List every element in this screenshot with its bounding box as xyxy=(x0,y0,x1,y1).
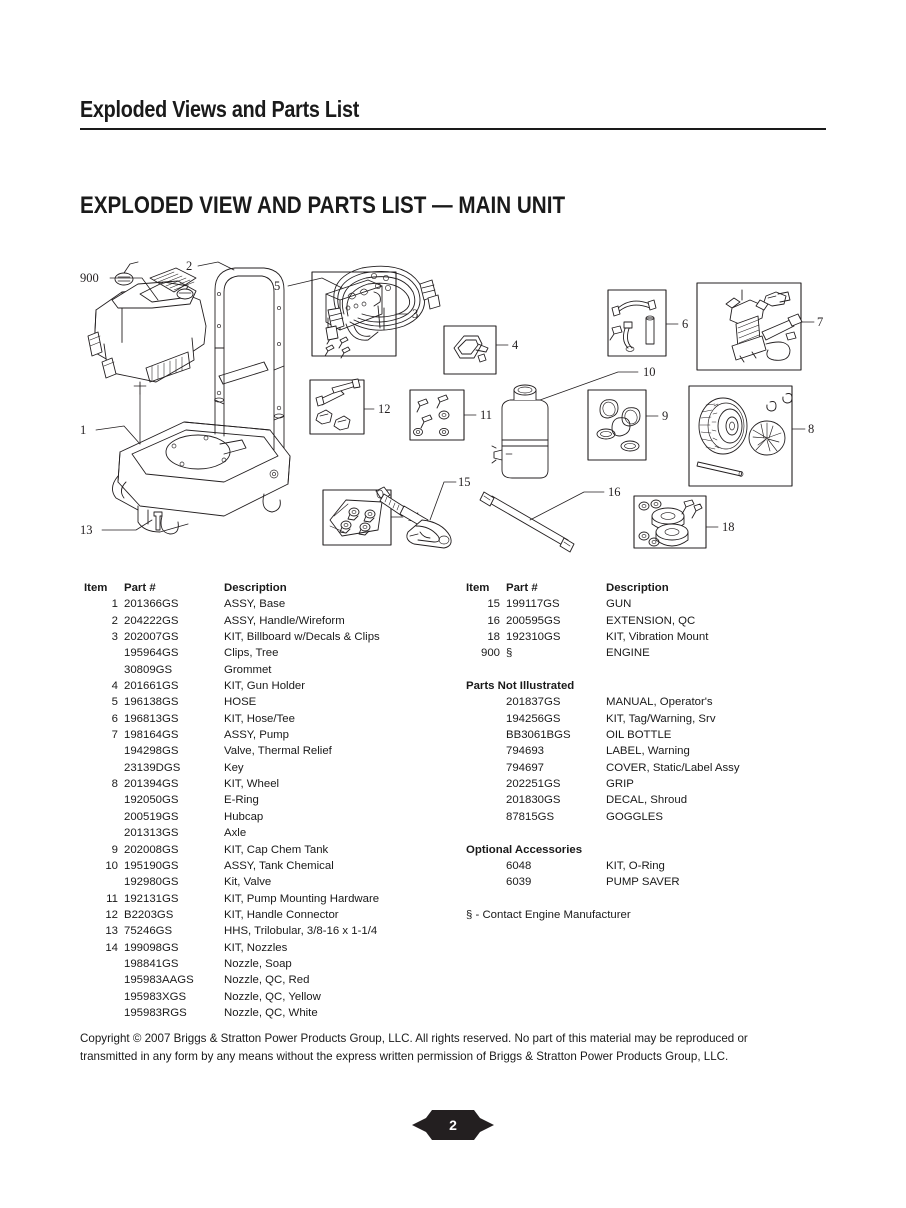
page-title: EXPLODED VIEW AND PARTS LIST — MAIN UNIT xyxy=(80,192,566,219)
cell-item: 4 xyxy=(111,680,118,693)
cell-description: E-Ring xyxy=(224,794,259,807)
callout-7: 7 xyxy=(817,315,824,329)
exploded-view-diagram xyxy=(78,248,830,553)
cell-part-number: 23139DGS xyxy=(124,761,181,774)
cell-part-number: 30809GS xyxy=(124,663,173,676)
cell-item: 10 xyxy=(105,859,118,872)
cell-description: Valve, Thermal Relief xyxy=(224,745,332,758)
cell-description: LABEL, Warning xyxy=(606,745,690,758)
page-number-badge xyxy=(410,1108,496,1142)
cell-part-number: 195983AAGS xyxy=(124,974,194,987)
cell-part-number: 200595GS xyxy=(506,614,561,627)
cell-description: GRIP xyxy=(606,778,634,791)
table-row xyxy=(84,792,444,808)
cell-part-number: 201830GS xyxy=(506,794,561,807)
cell-description: GOGGLES xyxy=(606,810,663,823)
cell-part-number: 201661GS xyxy=(124,680,179,693)
callout-5: 5 xyxy=(274,279,281,293)
cell-part-number: 194298GS xyxy=(124,745,179,758)
table-row xyxy=(84,825,444,841)
cell-part-number: 202251GS xyxy=(506,778,561,791)
optional-accessories-list xyxy=(466,858,826,891)
table-spacer xyxy=(466,891,826,907)
copyright-notice: Copyright © 2007 Briggs & Stratton Power Products Group, LLC. All rights reserved. No part of this material may be reproduced or transmitted in any form by any means without the express written permission of Briggs & Stratton Power Products Group, LLC. xyxy=(80,1032,748,1063)
cell-description: PUMP SAVER xyxy=(606,876,680,889)
table-row xyxy=(84,711,444,727)
cell-description: KIT, Hose/Tee xyxy=(224,712,295,725)
table-row xyxy=(84,989,444,1005)
parts-box-9 xyxy=(588,390,646,460)
cell-part-number: 6048 xyxy=(506,859,532,872)
engine-illustration xyxy=(88,262,206,394)
cell-item: 5 xyxy=(111,696,118,709)
cell-part-number: 201366GS xyxy=(124,598,179,611)
chem-tank-illustration xyxy=(492,385,548,478)
cell-item: 15 xyxy=(487,598,500,611)
parts-not-illustrated-heading: Parts Not Illustrated xyxy=(466,680,575,693)
table-row xyxy=(84,662,444,678)
cell-part-number: 794693 xyxy=(506,745,545,758)
cell-description: COVER, Static/Label Assy xyxy=(606,761,740,774)
cell-part-number: 6039 xyxy=(506,876,532,889)
cell-description: ENGINE xyxy=(606,647,650,660)
running-head-text: Exploded Views and Parts List xyxy=(80,96,360,122)
cell-description: EXTENSION, QC xyxy=(606,614,696,627)
cell-item: 16 xyxy=(487,614,500,627)
cell-description: KIT, Cap Chem Tank xyxy=(224,843,329,856)
cell-description: KIT, Wheel xyxy=(224,778,280,791)
cell-description: Grommet xyxy=(224,663,272,676)
cell-description: KIT, Vibration Mount xyxy=(606,631,709,644)
callout-1: 1 xyxy=(80,423,87,437)
table-row xyxy=(84,874,444,890)
optional-accessories-heading: Optional Accessories xyxy=(466,843,583,856)
table-row xyxy=(466,727,826,743)
table-row xyxy=(466,694,826,710)
callout-16: 16 xyxy=(608,485,621,499)
parts-table-left xyxy=(84,580,444,1021)
cell-item: 7 xyxy=(111,729,118,742)
table-row xyxy=(84,694,444,710)
cell-item: 12 xyxy=(105,908,118,921)
cell-description: OIL BOTTLE xyxy=(606,729,672,742)
page-number: 2 xyxy=(449,1117,457,1133)
table-row xyxy=(466,596,826,612)
cell-description: Nozzle, Soap xyxy=(224,957,292,970)
cell-item: 13 xyxy=(105,925,118,938)
table-row xyxy=(84,858,444,874)
parts-not-illustrated-list xyxy=(466,694,826,825)
cell-part-number: 194256GS xyxy=(506,712,561,725)
cell-part-number: 202007GS xyxy=(124,631,179,644)
table-row xyxy=(466,743,826,759)
parts-box-6 xyxy=(608,290,666,356)
table-body-right xyxy=(466,596,826,661)
cell-description: KIT, Tag/Warning, Srv xyxy=(606,712,716,725)
callout-12: 12 xyxy=(378,402,391,416)
callout-10: 10 xyxy=(643,365,656,379)
callout-3: 3 xyxy=(412,307,419,321)
callout-18: 18 xyxy=(722,520,735,534)
cell-item: 900 xyxy=(480,647,500,660)
table-row xyxy=(84,1005,444,1021)
table-row xyxy=(466,629,826,645)
cell-description: ASSY, Base xyxy=(224,598,286,611)
table-row xyxy=(466,711,826,727)
cell-description: Key xyxy=(224,761,244,774)
cell-part-number: 199117GS xyxy=(506,598,560,611)
cell-item: 6 xyxy=(111,712,118,725)
table-row xyxy=(84,923,444,939)
table-row xyxy=(466,792,826,808)
cell-description: ASSY, Pump xyxy=(224,729,290,742)
base-assembly-illustration xyxy=(112,398,290,534)
cell-part-number: 201394GS xyxy=(124,778,179,791)
cell-part-number: § xyxy=(506,647,513,660)
callout-4: 4 xyxy=(512,338,519,352)
table-row xyxy=(84,842,444,858)
extension-wand-illustration xyxy=(480,492,574,552)
table-row xyxy=(466,776,826,792)
running-head xyxy=(80,96,828,123)
table-spacer xyxy=(466,662,826,678)
table-spacer xyxy=(466,825,826,841)
col-part-header: Part # xyxy=(124,582,156,594)
cell-item: 1 xyxy=(111,598,118,611)
parts-table-right xyxy=(466,580,826,923)
cell-description: GUN xyxy=(606,598,632,611)
col-desc-header: Description xyxy=(224,582,287,594)
cell-part-number: 204222GS xyxy=(124,614,179,627)
col-part-header: Part # xyxy=(506,582,538,594)
table-header-row xyxy=(466,580,826,596)
cell-part-number: 75246GS xyxy=(124,925,173,938)
cell-part-number: 195190GS xyxy=(124,859,179,872)
table-row xyxy=(466,809,826,825)
col-item-header: Item xyxy=(84,582,108,594)
cell-description: Axle xyxy=(224,827,247,840)
callout-11: 11 xyxy=(480,408,493,422)
cell-part-number: 192310GS xyxy=(506,631,561,644)
cell-description: ASSY, Handle/Wireform xyxy=(224,614,345,627)
cell-part-number: 201313GS xyxy=(124,827,179,840)
table-row xyxy=(84,972,444,988)
cell-part-number: 202008GS xyxy=(124,843,179,856)
callout-900: 900 xyxy=(80,271,99,285)
cell-part-number: 196813GS xyxy=(124,712,179,725)
table-row xyxy=(84,940,444,956)
callout-15: 15 xyxy=(458,475,471,489)
cell-description: DECAL, Shroud xyxy=(606,794,688,807)
cell-description: Hubcap xyxy=(224,810,264,823)
engine-footnote: § - Contact Engine Manufacturer xyxy=(466,908,631,921)
col-desc-header: Description xyxy=(606,582,669,594)
cell-part-number: 192050GS xyxy=(124,794,179,807)
table-row xyxy=(84,613,444,629)
table-row xyxy=(84,776,444,792)
col-item-header: Item xyxy=(466,582,490,594)
table-body-left xyxy=(84,596,444,1021)
table-row xyxy=(84,809,444,825)
cell-description: KIT, Nozzles xyxy=(224,941,288,954)
cell-description: KIT, O-Ring xyxy=(606,859,665,872)
table-row xyxy=(84,891,444,907)
cell-description: Kit, Valve xyxy=(224,876,272,889)
table-row xyxy=(466,613,826,629)
cell-item: 9 xyxy=(111,843,118,856)
callout-8: 8 xyxy=(808,422,815,436)
cell-description: KIT, Handle Connector xyxy=(224,908,339,921)
callout-13: 13 xyxy=(80,523,93,537)
cell-item: 18 xyxy=(487,631,500,644)
callout-6: 6 xyxy=(682,317,689,331)
header-rule xyxy=(80,128,826,130)
cell-part-number: 198164GS xyxy=(124,729,179,742)
table-header-row xyxy=(84,580,444,596)
table-row xyxy=(84,645,444,661)
cell-part-number: 196138GS xyxy=(124,696,179,709)
table-row xyxy=(84,596,444,612)
cell-description: KIT, Billboard w/Decals & Clips xyxy=(224,631,380,644)
cell-item: 3 xyxy=(111,631,118,644)
cell-part-number: 200519GS xyxy=(124,810,179,823)
table-row xyxy=(84,629,444,645)
cell-description: Nozzle, QC, White xyxy=(224,1006,318,1019)
cell-description: Nozzle, QC, Yellow xyxy=(224,990,321,1003)
cell-description: Clips, Tree xyxy=(224,647,279,660)
cell-item: 8 xyxy=(111,778,118,791)
table-row xyxy=(84,760,444,776)
table-row xyxy=(466,760,826,776)
cell-part-number: B2203GS xyxy=(124,908,174,921)
cell-part-number: 198841GS xyxy=(124,957,179,970)
table-row xyxy=(84,727,444,743)
table-row xyxy=(84,678,444,694)
cell-part-number: 192131GS xyxy=(124,892,179,905)
cell-part-number: 195964GS xyxy=(124,647,179,660)
cell-part-number: 195983RGS xyxy=(124,1006,187,1019)
cell-description: HOSE xyxy=(224,696,257,709)
table-row xyxy=(466,645,826,661)
cell-part-number: 201837GS xyxy=(506,696,561,709)
cell-description: KIT, Gun Holder xyxy=(224,680,306,693)
cell-description: MANUAL, Operator's xyxy=(606,696,713,709)
cell-item: 11 xyxy=(106,892,118,905)
table-row xyxy=(84,956,444,972)
cell-part-number: 794697 xyxy=(506,761,545,774)
table-row xyxy=(466,874,826,890)
cell-part-number: BB3061BGS xyxy=(506,729,571,742)
table-row xyxy=(84,907,444,923)
callout-2: 2 xyxy=(186,259,193,273)
cell-part-number: 192980GS xyxy=(124,876,179,889)
cell-description: KIT, Pump Mounting Hardware xyxy=(224,892,380,905)
cell-description: HHS, Trilobular, 3/8-16 x 1-1/4 xyxy=(224,925,378,938)
table-row xyxy=(466,858,826,874)
cell-part-number: 87815GS xyxy=(506,810,555,823)
callout-9: 9 xyxy=(662,409,669,423)
cell-item: 14 xyxy=(105,941,118,954)
cell-item: 2 xyxy=(111,614,118,627)
cell-description: ASSY, Tank Chemical xyxy=(224,859,334,872)
table-row xyxy=(84,743,444,759)
cell-part-number: 195983XGS xyxy=(124,990,187,1003)
cell-description: Nozzle, QC, Red xyxy=(224,974,310,987)
cell-part-number: 199098GS xyxy=(124,941,179,954)
